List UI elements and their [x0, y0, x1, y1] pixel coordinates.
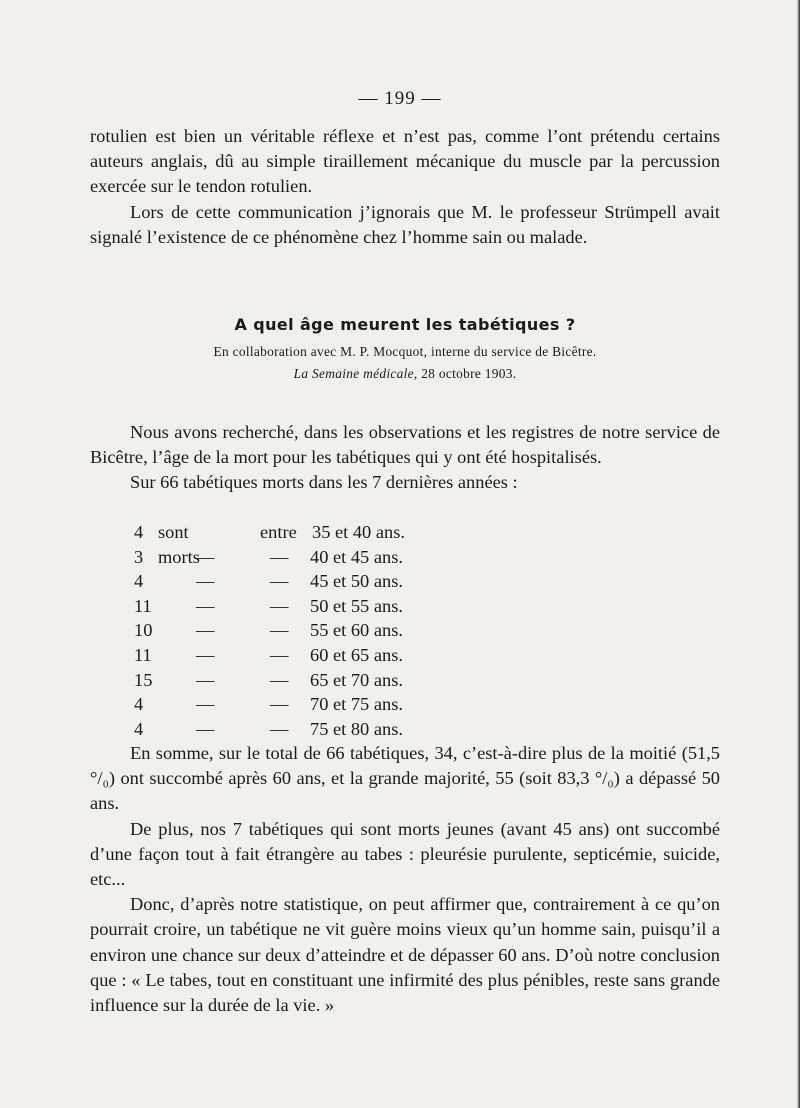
ditto-mark: —: [196, 595, 215, 616]
main-paragraph-1: Nous avons recherché, dans les observations et les registres de notre service de Bicêtre, l’âge de la mort pour les tabétiques qui y ont été hospitalisés.: [90, 422, 720, 468]
death-count: 11: [134, 595, 152, 616]
age-range: 55 et 60 ans.: [310, 620, 403, 641]
ditto-mark: —: [270, 595, 289, 616]
death-count: 3: [134, 546, 144, 567]
label-sont-morts: sont morts: [158, 522, 200, 567]
death-count: 4: [134, 694, 144, 715]
ditto-mark: —: [196, 718, 215, 739]
conclusion-paragraph-3: Donc, d’après notre statistique, on peut affirmer que, contrairement à ce qu’on pourrait croire, un tabétique ne vit guère moins vieux qu’un homme sain, puisqu’il a environ une chance sur deux d’atteindre et de dépasser 60 ans. D’où notre conclusion que : « Le tabes, tout en constituant une infirmité des plus pénibles, reste sans grande influence sur la durée de la vie. »: [90, 894, 720, 1016]
ditto-mark: —: [196, 571, 215, 592]
age-range: 70 et 75 ans.: [310, 694, 403, 715]
ditto-mark: —: [270, 546, 289, 567]
death-count: 11: [134, 644, 152, 665]
intro-paragraph-1: rotulien est bien un véritable réflexe et n’est pas, comme l’ont prétendu certains auteurs anglais, dû au simple tiraillement mécanique du muscle par la percussion exercée sur le tendon rotulien.: [90, 126, 720, 197]
label-entre: entre: [260, 522, 297, 542]
conclusion-paragraph-2: De plus, nos 7 tabétiques qui sont morts jeunes (avant 45 ans) ont succombé d’une façon tout à fait étrangère au tabes : pleurésie purulente, septicémie, suicide, etc...: [90, 818, 720, 890]
ditto-mark: —: [270, 669, 289, 690]
age-range: 35 et 40 ans.: [312, 522, 405, 542]
ditto-mark: —: [196, 546, 215, 567]
page-number: — 199 —: [358, 88, 442, 109]
journal-name: La Semaine médicale,: [293, 366, 418, 381]
ditto-mark: —: [196, 620, 215, 641]
article-title: A quel âge meurent les tabétiques ?: [234, 315, 576, 334]
death-count: 4: [134, 522, 144, 542]
ditto-mark: —: [196, 644, 215, 665]
death-count: 4: [134, 718, 144, 739]
ditto-mark: —: [196, 669, 215, 690]
age-range: 65 et 70 ans.: [310, 669, 403, 690]
ditto-mark: —: [270, 571, 289, 592]
article-citation: [0, 366, 800, 382]
ditto-mark: —: [270, 694, 289, 715]
main-paragraph-2: Sur 66 tabétiques morts dans les 7 dernières années :: [130, 472, 518, 493]
age-range: 40 et 45 ans.: [310, 546, 403, 567]
age-range: 50 et 55 ans.: [310, 595, 403, 616]
conclusion-paragraph-1: En somme, sur le total de 66 tabétiques, 34, c’est-à-dire plus de la moitié (51,5 °/₀) ont succombé après 60 ans, et la grande majorité, 55 (soit 83,3 °/₀) a dépassé 50 ans.: [90, 743, 720, 814]
ditto-mark: —: [270, 644, 289, 665]
ditto-mark: —: [196, 694, 215, 715]
article-byline: En collaboration avec M. P. Mocquot, interne du service de Bicêtre.: [213, 344, 597, 359]
main-section: [90, 420, 720, 496]
conclusion-section: [90, 741, 720, 1018]
age-range: 60 et 65 ans.: [310, 644, 403, 665]
ditto-mark: —: [270, 718, 289, 739]
age-range: 45 et 50 ans.: [310, 571, 403, 592]
death-count: 10: [134, 620, 153, 641]
intro-section: [90, 124, 720, 250]
death-count: 4: [134, 571, 144, 592]
age-range: 75 et 80 ans.: [310, 718, 403, 739]
death-count: 15: [134, 669, 153, 690]
publication-date: 28 octobre 1903.: [421, 366, 517, 381]
intro-paragraph-2: Lors de cette communication j’ignorais que M. le professeur Strümpell avait signalé l’existence de ce phénomène chez l’homme sain ou malade.: [90, 201, 720, 247]
ditto-mark: —: [270, 620, 289, 641]
